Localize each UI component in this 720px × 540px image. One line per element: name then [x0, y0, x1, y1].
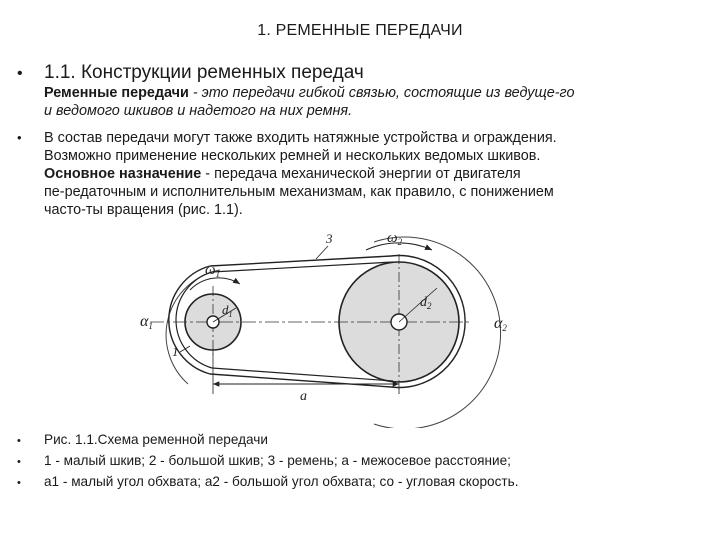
purpose-text: - передача механической энергии от двигателя	[201, 166, 521, 182]
definition-term: Ременные передачи	[44, 85, 189, 101]
definition-text-2: и ведомого шкивов и надетого на них ремня.	[44, 103, 353, 119]
belt-upper	[210, 256, 391, 266]
d2-label: $d_2$	[420, 295, 432, 311]
belt-upper-inner	[212, 262, 393, 272]
composition-line-4: пе-редаточным и исполнительным механизмам, как правило, с понижением	[44, 184, 554, 200]
belt-drive-diagram	[0, 228, 720, 428]
part1-leader	[180, 346, 190, 352]
bullet-marker: •	[17, 130, 22, 145]
definition-line-1	[44, 84, 574, 102]
part1-label: 1	[172, 344, 179, 359]
definition-line-2	[44, 102, 352, 120]
alpha1-label: α1	[140, 313, 153, 331]
belt-lower	[210, 374, 391, 387]
part3-label: 3	[326, 231, 333, 246]
omega1-label: $\omega_1$	[205, 262, 221, 279]
composition-line-5: часто-ты вращения (рис. 1.1).	[44, 202, 243, 218]
bullet-marker: •	[17, 435, 21, 447]
composition-line-2: Возможно применение нескольких ремней и нескольких ведомых шкивов.	[44, 148, 541, 164]
figure-caption: Рис. 1.1.Схема ременной передачи	[44, 432, 268, 447]
bullet-marker: •	[17, 456, 21, 468]
omega2-label: $\omega_2$	[387, 230, 403, 247]
bullet-marker: •	[17, 477, 21, 489]
section-heading: 1.1. Конструкции ременных передач	[44, 62, 364, 83]
distance-label: a	[300, 389, 307, 404]
d1-label: $d_1$	[222, 302, 233, 319]
bullet-marker: •	[17, 65, 23, 82]
slide-title: 1. РЕМЕННЫЕ ПЕРЕДАЧИ	[257, 22, 463, 39]
alpha2-label: α2	[494, 315, 507, 333]
composition-line-1: В состав передачи могут также входить натяжные устройства и ограждения.	[44, 130, 557, 146]
definition-text: - это передачи гибкой связью, состоящие из ведуще-го	[188, 85, 575, 101]
purpose-term: Основное назначение	[44, 166, 202, 182]
composition-line-3	[44, 165, 521, 183]
omega1-arrow	[190, 278, 240, 290]
figure-legend-1: 1 - малый шкив; 2 - большой шкив; 3 - ремень; а - межосевое расстояние;	[44, 453, 511, 468]
figure-legend-2: а1 - малый угол обхвата; а2 - большой угол обхвата; со - угловая скорость.	[44, 474, 519, 489]
part3-leader	[316, 246, 328, 259]
